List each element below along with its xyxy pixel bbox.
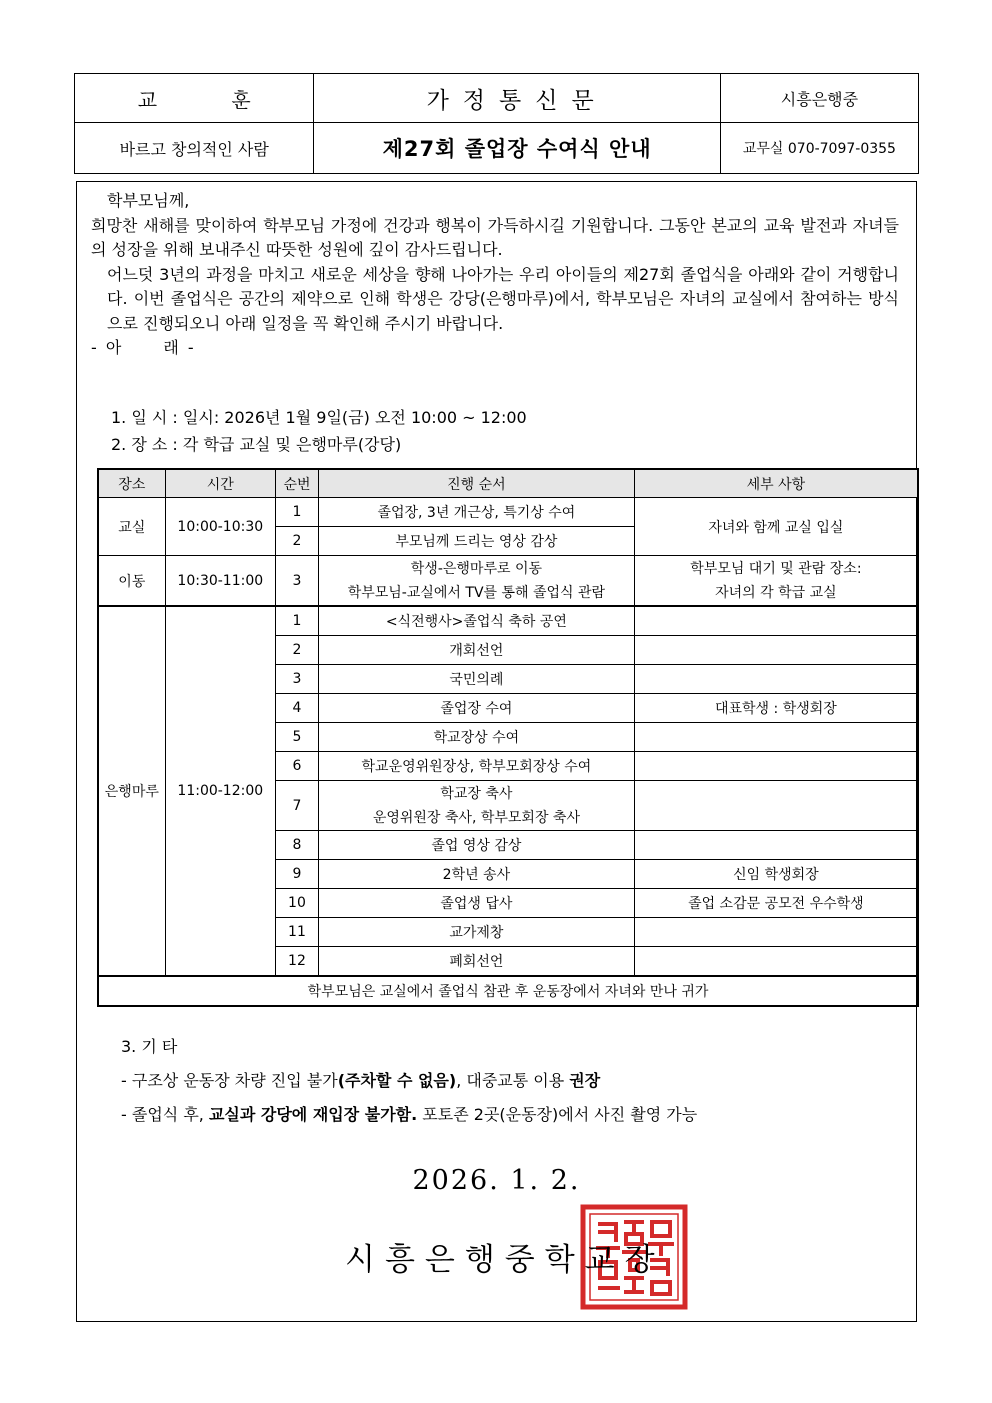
table-row — [98, 498, 918, 527]
order-no: 4 — [275, 694, 318, 723]
order-no: 2 — [275, 527, 318, 556]
other-notes — [121, 1030, 697, 1132]
detail-move: 학부모님 대기 및 관람 장소: 자녀의 각 학급 교실 — [634, 556, 918, 607]
col-place: 장소 — [98, 469, 165, 498]
program-item: 교가제창 — [319, 918, 635, 947]
detail-cell — [634, 606, 918, 636]
table-footer-row — [98, 976, 918, 1006]
detail-classroom: 자녀와 함께 교실 입실 — [634, 498, 918, 556]
time-classroom: 10:00-10:30 — [165, 498, 275, 556]
order-no: 10 — [275, 889, 318, 918]
program-item: 학교장상 수여 — [319, 723, 635, 752]
school-motto: 바르고 창의적인 사람 — [75, 123, 314, 174]
header-table — [74, 73, 919, 174]
notice-title: 제27회 졸업장 수여식 안내 — [314, 123, 720, 174]
below-heading: - 아 래 - — [91, 338, 196, 357]
program-item: 학교운영위원장상, 학부모회장상 수여 — [319, 752, 635, 781]
col-time: 시간 — [165, 469, 275, 498]
program-item: 졸업장 수여 — [319, 694, 635, 723]
place-hall: 은행마루 — [98, 606, 165, 976]
detail-cell — [634, 665, 918, 694]
order-no: 5 — [275, 723, 318, 752]
detail-cell — [634, 781, 918, 831]
col-order: 순번 — [275, 469, 318, 498]
detail-cell: 신임 학생회장 — [634, 860, 918, 889]
detail-cell — [634, 723, 918, 752]
order-no: 1 — [275, 606, 318, 636]
program-item: <식전행사>졸업식 축하 공연 — [319, 606, 635, 636]
schedule-footnote: 학부모님은 교실에서 졸업식 참관 후 운동장에서 자녀와 만나 귀가 — [98, 976, 918, 1006]
detail-cell — [634, 918, 918, 947]
paragraph-2: 어느덧 3년의 과정을 마치고 새로운 세상을 향해 나아가는 우리 아이들의 제27회 졸업식을 아래와 같이 거행합니다. 이번 졸업식은 공간의 제약으로 인해 학생은 강당(은행마루)에서, 학부모님은 자녀의 교실에서 참여하는 방식으로 진행되오니 아래 일정을 꼭 확인해 주시기 바랍니다. — [107, 264, 899, 333]
program-item: 2학년 송사 — [319, 860, 635, 889]
program-item: 국민의례 — [319, 665, 635, 694]
order-no: 12 — [275, 947, 318, 977]
schedule-table — [97, 468, 919, 1007]
order-no: 8 — [275, 831, 318, 860]
place-move: 이동 — [98, 556, 165, 607]
notice-body — [76, 181, 917, 1322]
table-row — [98, 606, 918, 636]
program-item: 졸업생 답사 — [319, 889, 635, 918]
event-place: 2. 장 소 : 각 학급 교실 및 은행마루(강당) — [111, 435, 402, 454]
order-no: 9 — [275, 860, 318, 889]
event-info — [111, 404, 527, 458]
detail-cell — [634, 752, 918, 781]
program-item: 폐회선언 — [319, 947, 635, 977]
motto-heading: 교 훈 — [75, 74, 314, 123]
program-item: 학생-은행마루로 이동 학부모님-교실에서 TV를 통해 졸업식 관람 — [319, 556, 635, 607]
greeting: 학부모님께, — [107, 191, 190, 210]
school-name: 시흥은행중 — [720, 74, 918, 123]
col-program: 진행 순서 — [319, 469, 635, 498]
order-no: 3 — [275, 556, 318, 607]
time-move: 10:30-11:00 — [165, 556, 275, 607]
order-no: 7 — [275, 781, 318, 831]
note-reentry: - 졸업식 후, 교실과 강당에 재입장 불가함. 포토존 2곳(운동장)에서 사진 촬영 가능 — [121, 1105, 698, 1124]
program-item: 학교장 축사 운영위원장 축사, 학부모회장 축사 — [319, 781, 635, 831]
detail-cell: 대표학생 : 학생회장 — [634, 694, 918, 723]
note-parking: - 구조상 운동장 차량 진입 불가(주차할 수 없음), 대중교통 이용 권장 — [121, 1071, 601, 1090]
detail-cell — [634, 947, 918, 977]
event-datetime: 1. 일 시 : 일시: 2026년 1월 9일(금) 오전 10:00 ~ 12:00 — [111, 408, 527, 427]
detail-cell — [634, 636, 918, 665]
program-item: 졸업장, 3년 개근상, 특기상 수여 — [319, 498, 635, 527]
detail-cell — [634, 831, 918, 860]
paragraph-1: 희망찬 새해를 맞이하여 학부모님 가정에 건강과 행복이 가득하시길 기원합니다. 그동안 본교의 교육 발전과 자녀들의 성장을 위해 보내주신 따뜻한 성원에 깊이 감사드립니다. — [91, 215, 899, 259]
program-item: 졸업 영상 감상 — [319, 831, 635, 860]
col-detail: 세부 사항 — [634, 469, 918, 498]
place-classroom: 교실 — [98, 498, 165, 556]
order-no: 1 — [275, 498, 318, 527]
table-row — [98, 556, 918, 607]
other-heading: 3. 기 타 — [121, 1037, 178, 1056]
program-item: 부모님께 드리는 영상 감상 — [319, 527, 635, 556]
order-no: 3 — [275, 665, 318, 694]
paper-title: 가정통신문 — [314, 74, 720, 123]
detail-cell: 졸업 소감문 공모전 우수학생 — [634, 889, 918, 918]
time-hall: 11:00-12:00 — [165, 606, 275, 976]
letter — [91, 189, 899, 361]
principal-name: 시흥은행중학교장 — [345, 1242, 665, 1278]
order-no: 2 — [275, 636, 318, 665]
issue-date: 2026. 1. 2. — [412, 1165, 581, 1196]
office-phone: 교무실 070-7097-0355 — [720, 123, 918, 174]
program-item: 개회선언 — [319, 636, 635, 665]
order-no: 6 — [275, 752, 318, 781]
schedule-header-row — [98, 469, 918, 498]
order-no: 11 — [275, 918, 318, 947]
